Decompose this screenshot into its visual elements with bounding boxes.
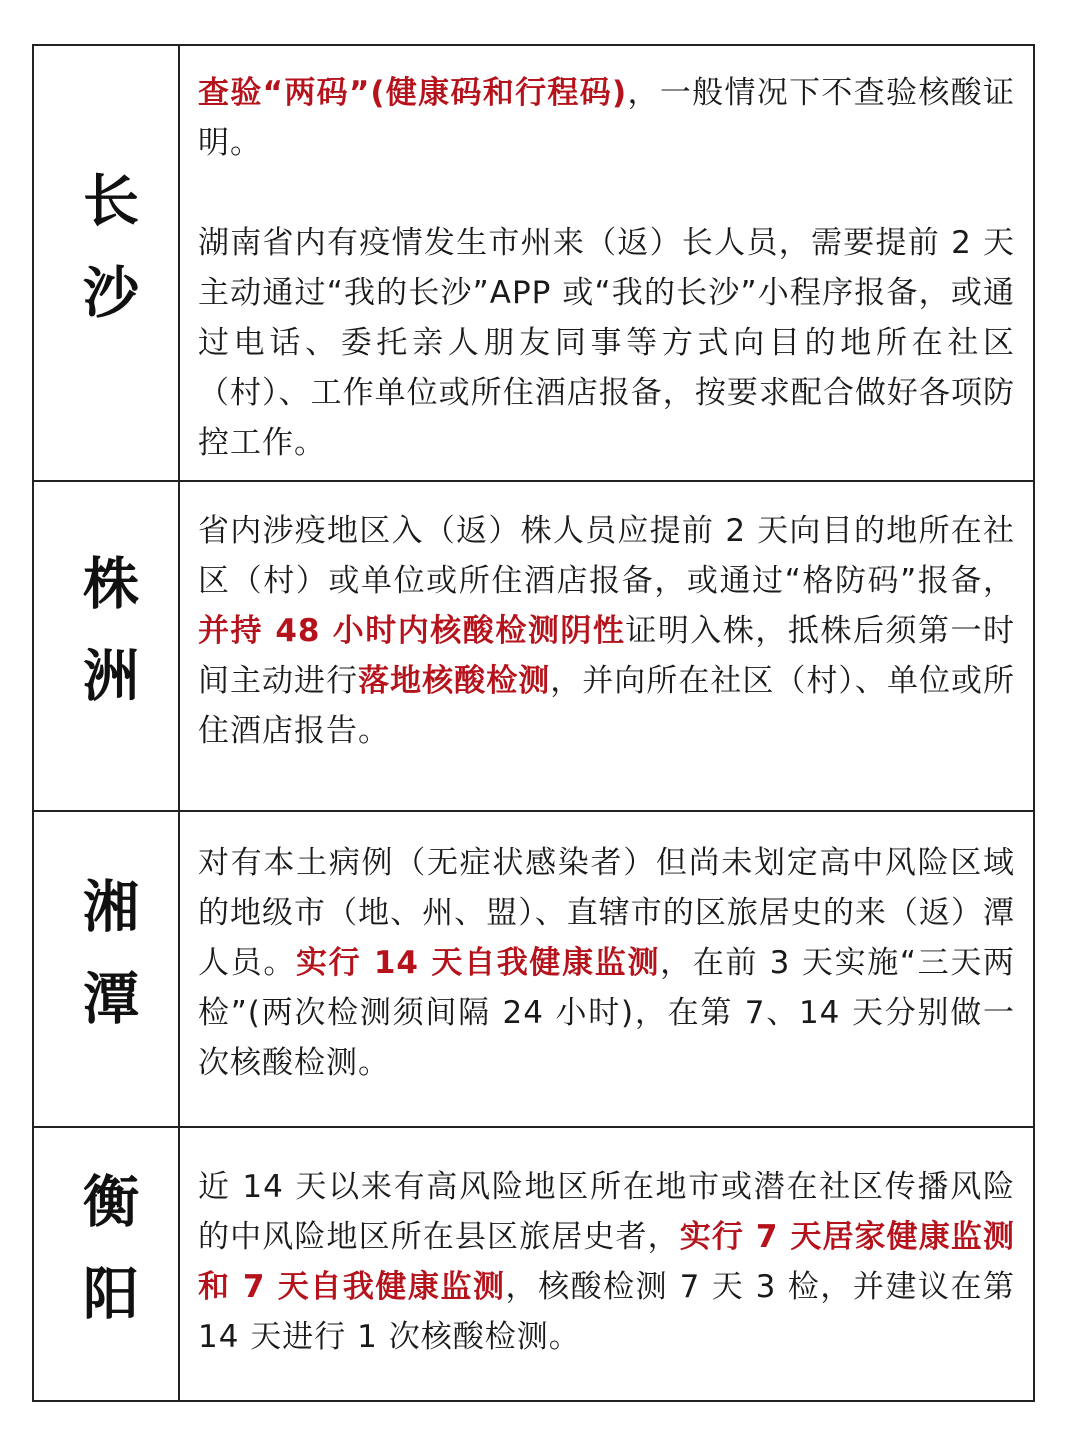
- body-text: ，在前 3 天实施“三天两检”(两次检测须间隔 24 小时)，在第 7、14 天分别做一次核酸检测。: [198, 945, 1015, 1081]
- highlight-text: 实行 7 天居家健康监测和 7 天自我健康监测: [198, 1219, 1016, 1305]
- city-name: 长沙: [74, 171, 139, 355]
- highlight-text: 查验“两码”(健康码和行程码): [198, 75, 628, 111]
- city-name: 衡阳: [74, 1172, 139, 1356]
- paragraph: [198, 68, 1015, 168]
- body-text: ，一般情况下不查验核酸证明。: [198, 75, 1015, 161]
- city-cell: [34, 482, 180, 810]
- city-cell: [34, 812, 180, 1126]
- policy-table: [32, 44, 1035, 1402]
- city-name: 株洲: [74, 554, 139, 738]
- policy-text: [180, 812, 1033, 1126]
- city-name: 湘潭: [74, 877, 139, 1061]
- body-text: 省内涉疫地区入（返）株人员应提前 2 天向目的地所在社区（村）或单位或所住酒店报备，或通过“格防码”报备，: [198, 513, 1015, 599]
- body-text: 近 14 天以来有高风险地区所在地市或潜在社区传播风险的中风险地区所在县区旅居史者，: [198, 1169, 1015, 1255]
- paragraph: [198, 838, 1015, 1088]
- city-cell: [34, 46, 180, 480]
- highlight-text: 并持 48 小时内核酸检测阴性: [198, 613, 626, 649]
- highlight-text: 实行 14 天自我健康监测: [296, 945, 661, 981]
- highlight-text: 落地核酸检测: [358, 663, 551, 699]
- body-text: ，并向所在社区（村）、单位或所住酒店报告。: [198, 663, 1016, 749]
- paragraph: [198, 506, 1015, 756]
- policy-text: [180, 482, 1033, 810]
- body-text: ，核酸检测 7 天 3 检，并建议在第 14 天进行 1 次核酸检测。: [198, 1269, 1015, 1355]
- paragraph: [198, 218, 1015, 468]
- table-row-hengyang: [34, 1128, 1033, 1400]
- table-row-xiangtan: [34, 812, 1033, 1128]
- table-row-zhuzhou: [34, 482, 1033, 812]
- body-text: 证明入株，抵株后须第一时间主动进行: [198, 613, 1015, 699]
- body-text: 对有本土病例（无症状感染者）但尚未划定高中风险区域的地级市（地、州、盟）、直辖市的区旅居史的来（返）潭人员。: [198, 845, 1015, 981]
- policy-text: [180, 1128, 1033, 1400]
- body-text: 湖南省内有疫情发生市州来（返）长人员，需要提前 2 天主动通过“我的长沙”APP 或“我的长沙”小程序报备，或通过电话、委托亲人朋友同事等方式向目的地所在社区（村）、工作单位或所住酒店报备，按要求配合做好各项防控工作。: [198, 225, 1015, 461]
- table-row-changsha: [34, 46, 1033, 482]
- paragraph: [198, 1162, 1015, 1362]
- city-cell: [34, 1128, 180, 1400]
- policy-text: [180, 46, 1033, 480]
